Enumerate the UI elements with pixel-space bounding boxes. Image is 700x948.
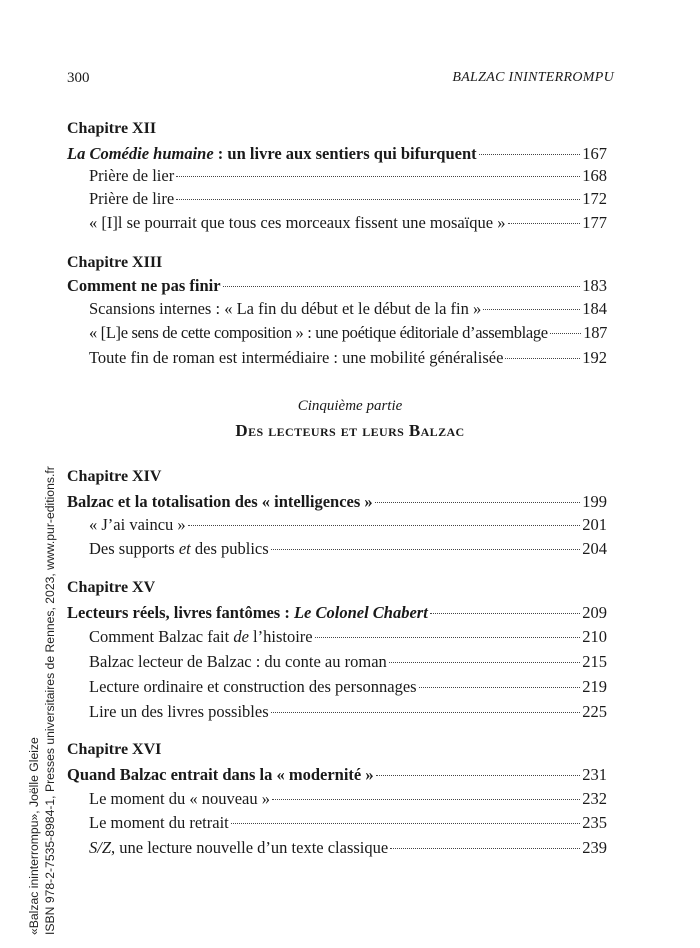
entry-page: 209 — [582, 603, 607, 622]
entry-page: 231 — [582, 765, 607, 784]
entry-title: Balzac et la totalisation des « intelligences » — [67, 492, 373, 511]
dot-leader — [419, 687, 581, 688]
entry-title: Lecteurs réels, livres fantômes : Le Colonel Chabert — [67, 603, 428, 622]
toc-entry-chapter-title[interactable] — [67, 276, 607, 298]
toc-entry-chapter-title[interactable] — [67, 765, 607, 787]
side-credit — [26, 425, 58, 935]
entry-title: « [I]l se pourrait que tous ces morceaux fissent une mosaïque » — [89, 213, 506, 232]
dot-leader — [483, 309, 580, 310]
toc-entry[interactable] — [89, 838, 607, 860]
dot-leader — [176, 176, 580, 177]
entry-page: 187 — [583, 323, 607, 342]
toc-entry-chapter-title[interactable] — [67, 492, 607, 514]
entry-page: 225 — [582, 702, 607, 721]
entry-page: 167 — [582, 144, 607, 163]
entry-title: Des supports et des publics — [89, 539, 269, 558]
entry-title: Le moment du retrait — [89, 813, 229, 832]
entry-page: 201 — [582, 515, 607, 534]
entry-title: « J’ai vaincu » — [89, 515, 186, 534]
dot-leader — [375, 502, 581, 503]
toc-entry[interactable] — [89, 677, 607, 699]
dot-leader — [315, 637, 581, 638]
entry-page: 215 — [582, 652, 607, 671]
entry-page: 235 — [582, 813, 607, 832]
entry-page: 168 — [582, 166, 607, 185]
toc-entry[interactable] — [89, 213, 607, 235]
entry-title: Scansions internes : « La fin du début et le début de la fin » — [89, 299, 482, 318]
toc-entry[interactable] — [89, 702, 607, 724]
dot-leader — [505, 358, 580, 359]
entry-page: 219 — [582, 677, 607, 696]
entry-title: Lecture ordinaire et construction des personnages — [89, 677, 417, 696]
dot-leader — [376, 775, 581, 776]
dot-leader — [479, 154, 581, 155]
entry-title: « [L]e sens de cette composition » : une poétique éditoriale d’assemblage — [89, 323, 548, 342]
entry-title: Lire un des livres possibles — [89, 702, 269, 721]
toc-entry[interactable] — [89, 789, 607, 811]
chapter-heading: Chapitre XV — [67, 579, 156, 596]
entry-page: 199 — [582, 492, 607, 511]
toc-entry-chapter-title[interactable] — [67, 603, 607, 625]
entry-title: Le moment du « nouveau » — [89, 789, 271, 808]
chapter-heading: Chapitre XIII — [67, 254, 163, 271]
dot-leader — [176, 199, 580, 200]
entry-title: Prière de lier — [89, 166, 175, 185]
entry-page: 192 — [582, 348, 607, 367]
dot-leader — [271, 549, 581, 550]
entry-page: 177 — [582, 213, 607, 232]
entry-page: 172 — [582, 189, 607, 208]
dot-leader — [430, 613, 580, 614]
entry-title: Toute fin de roman est intermédiaire : une mobilité généralisée — [89, 348, 504, 367]
dot-leader — [188, 525, 581, 526]
entry-title: Prière de lire — [89, 189, 175, 208]
entry-title: Comment ne pas finir — [67, 276, 221, 295]
entry-title: La Comédie humaine : un livre aux sentiers qui bifurquent — [67, 144, 477, 163]
dot-leader — [231, 823, 581, 824]
dot-leader — [508, 223, 581, 224]
side-credit-line: ISBN 978-2-7535-8984-1, Presses universitaires de Rennes, 2023, www.pur-editions.fr — [43, 466, 57, 935]
dot-leader — [390, 848, 580, 849]
chapter-heading: Chapitre XII — [67, 120, 157, 137]
side-credit-line: «Balzac ininterrompu», Joëlle Gleize — [27, 737, 41, 935]
chapter-heading: Chapitre XVI — [67, 741, 162, 758]
dot-leader — [223, 286, 581, 287]
toc-entry[interactable] — [89, 189, 607, 211]
dot-leader — [389, 662, 580, 663]
entry-page: 210 — [582, 627, 607, 646]
toc-entry[interactable] — [89, 813, 607, 835]
toc-entry[interactable] — [89, 539, 607, 561]
entry-title: Comment Balzac fait de l’histoire — [89, 627, 313, 646]
entry-page: 183 — [582, 276, 607, 295]
toc-entry[interactable] — [89, 323, 607, 345]
dot-leader — [272, 799, 580, 800]
toc-entry-chapter-title[interactable] — [67, 144, 607, 166]
dot-leader — [550, 333, 582, 334]
part-label: Cinquième partie — [297, 398, 403, 414]
toc-entry[interactable] — [89, 166, 607, 188]
page-number: 300 — [67, 70, 90, 86]
toc-entry[interactable] — [89, 515, 607, 537]
part-title: Des lecteurs et leurs Balzac — [235, 421, 465, 440]
chapter-heading: Chapitre XIV — [67, 468, 162, 485]
entry-page: 184 — [582, 299, 607, 318]
toc-entry[interactable] — [89, 348, 607, 370]
entry-page: 204 — [582, 539, 607, 558]
entry-title: Quand Balzac entrait dans la « modernité » — [67, 765, 374, 784]
entry-page: 232 — [582, 789, 607, 808]
toc-entry[interactable] — [89, 627, 607, 649]
dot-leader — [271, 712, 581, 713]
entry-page: 239 — [582, 838, 607, 857]
toc-entry[interactable] — [89, 299, 607, 321]
entry-title: Balzac lecteur de Balzac : du conte au roman — [89, 652, 387, 671]
running-head: BALZAC ININTERROMPU — [452, 70, 614, 85]
entry-title: S/Z, une lecture nouvelle d’un texte classique — [89, 838, 389, 857]
toc-entry[interactable] — [89, 652, 607, 674]
